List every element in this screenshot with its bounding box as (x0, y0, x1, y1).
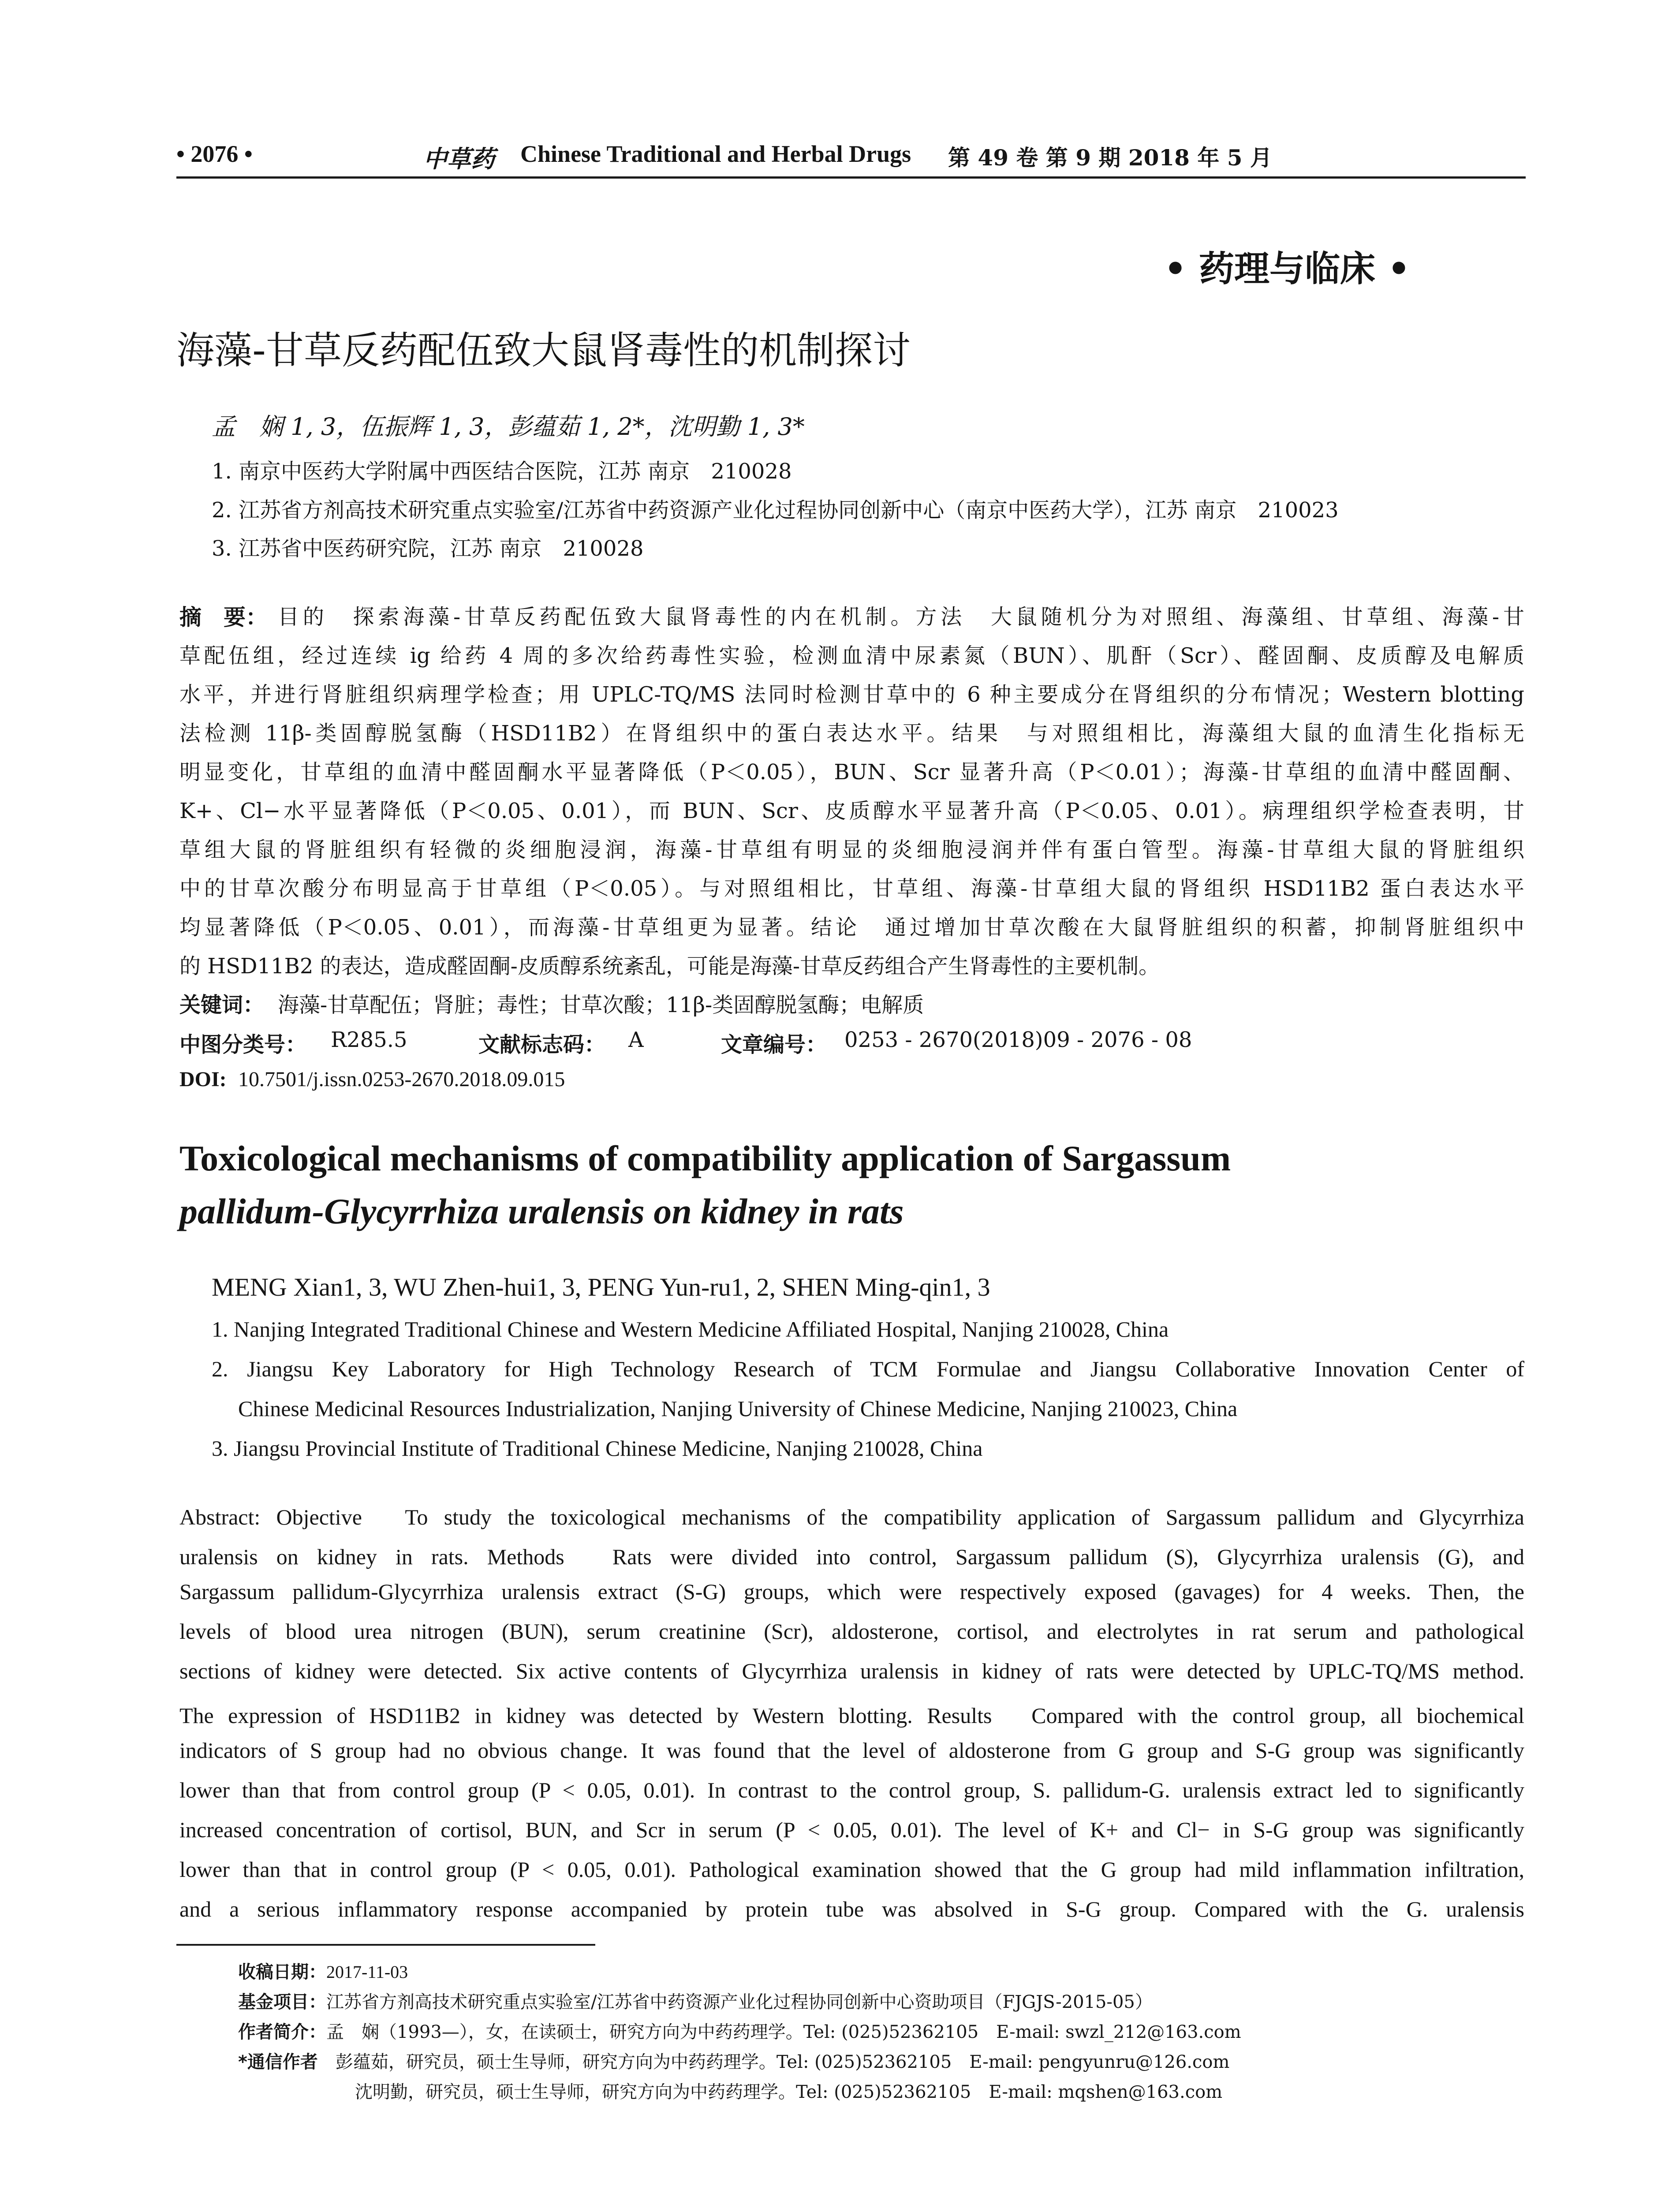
affiliation-en-3: 3. Jiangsu Provincial Institute of Traditional Chinese Medicine, Nanjing 210028, China (212, 1436, 983, 1461)
doi-value[interactable]: 10.7501/j.issn.0253-2670.2018.09.015 (238, 1068, 565, 1091)
corr-text-2: 沈明勤，研究员，硕士生导师，研究方向为中药药理学。Tel: (025)52362105 E-mail: mqshen@163.com (355, 2082, 1223, 2102)
corr-label: *通信作者 (238, 2052, 318, 2072)
abstract-cn-line: 目的 探索海藻-甘草反药配伍致大鼠肾毒性的内在机制。方法 大鼠随机分为对照组、海藻组、甘草组、海藻-甘 (278, 605, 1524, 629)
abstract-en-line: Abstract: Objective To study the toxicological mechanisms of the compatibility application of Sargassum pallidum and Glycyrrhiza (179, 1505, 1524, 1529)
abstract-en-line: uralensis on kidney in rats. Methods Rats were divided into control, Sargassum pallidum (S), Glycyrrhiza uralensis (G), and (179, 1544, 1524, 1569)
journal-name-cn: 中草药 (423, 145, 495, 173)
footnote-rule (176, 1944, 595, 1946)
abstract-en-line: indicators of S group had no obvious change. It was found that the level of aldosterone from G group and S-G group was significantly (179, 1738, 1524, 1763)
abstract-cn-line: 的 HSD11B2 的表达，造成醛固酮-皮质醇系统紊乱，可能是海藻-甘草反药组合产生肾毒性的主要机制。 (179, 954, 1160, 979)
abstract-en-line: Sargassum pallidum-Glycyrrhiza uralensis extract (S-G) groups, which were respectively exposed (gavages) for 4 weeks. Then, the (179, 1579, 1524, 1604)
abstract-en-line: increased concentration of cortisol, BUN, and Scr in serum (P < 0.05, 0.01). The level of K+ and Cl− in S-G group was significantly (179, 1817, 1524, 1842)
issue-info: 第 49 卷 第 9 期 2018 年 5 月 (948, 145, 1272, 171)
fund-label: 基金项目： (238, 1992, 326, 2012)
footnote-corresponding-2 (355, 2078, 1222, 2103)
article-no-label: 文章编号： (721, 1032, 827, 1057)
affiliation-cn-2: 2. 江苏省方剂高技术研究重点实验室/江苏省中药资源产业化过程协同创新中心（南京中医药大学），江苏 南京 210023 (212, 498, 1339, 523)
abstract-en-line: and a serious inflammatory response accompanied by protein tube was absolved in S-G group. Compared with the G. uralensis (179, 1897, 1524, 1921)
affiliation-en-1: 1. Nanjing Integrated Traditional Chinese and Western Medicine Affiliated Hospital, Nanjing 210028, China (212, 1317, 1169, 1342)
journal-name-en: Chinese Traditional and Herbal Drugs (520, 141, 911, 167)
abstract-en-line: The expression of HSD11B2 in kidney was detected by Western blotting. Results Compared with the control group, all biochemical (179, 1703, 1524, 1728)
received-date: 2017-11-03 (326, 1962, 408, 1982)
footnote-corresponding (238, 2048, 1229, 2073)
received-label: 收稿日期： (238, 1962, 326, 1982)
abstract-cn-line: 中的甘草次酸分布明显高于甘草组（P＜0.05）。与对照组相比，甘草组、海藻-甘草组大鼠的肾组织 HSD11B2 蛋白表达水平 (179, 876, 1524, 901)
article-title-en: Toxicological mechanisms of compatibility application of Sargassum (179, 1138, 1231, 1178)
article-no-value: 0253 - 2670(2018)09 - 2076 - 08 (844, 1028, 1192, 1052)
footnote-received (238, 1958, 408, 1983)
corr-text-1: 彭蕴茹，研究员，硕士生导师，研究方向为中药药理学。Tel: (025)52362105 E-mail: pengyunru@126.com (335, 2052, 1230, 2072)
abstract-en-line: levels of blood urea nitrogen (BUN), serum creatinine (Scr), aldosterone, cortisol, and electrolytes in rat serum and pathological (179, 1619, 1524, 1644)
abstract-cn-line: 均显著降低（P＜0.05、0.01），而海藻-甘草组更为显著。结论 通过增加甘草次酸在大鼠肾脏组织的积蓄，抑制肾脏组织中 (179, 915, 1524, 940)
abstract-en-line: sections of kidney were detected. Six active contents of Glycyrrhiza uralensis in kidney of rats were detected by UPLC-TQ/MS method. (179, 1659, 1524, 1683)
abstract-cn-line: 草配伍组，经过连续 ig 给药 4 周的多次给药毒性实验，检测血清中尿素氮（BUN）、肌酐（Scr）、醛固酮、皮质醇及电解质 (179, 643, 1524, 668)
abstract-cn-line: 明显变化，甘草组的血清中醛固酮水平显著降低（P＜0.05），BUN、Scr 显著升高（P＜0.01）；海藻-甘草组的血清中醛固酮、 (179, 760, 1524, 785)
doc-code-label: 文献标志码： (478, 1032, 606, 1057)
article-title-cn: 海藻-甘草反药配伍致大鼠肾毒性的机制探讨 (176, 329, 911, 373)
bio-text: 孟 娴（1993—），女，在读硕士，研究方向为中药药理学。Tel: (025)52362105 E-mail: swzl_212@163.com (326, 2022, 1241, 2042)
abstract-cn-line: 草组大鼠的肾脏组织有轻微的炎细胞浸润，海藻-甘草组有明显的炎细胞浸润并伴有蛋白管型。海藻-甘草组大鼠的肾脏组织 (179, 837, 1524, 862)
doi-label: DOI: (179, 1068, 227, 1091)
abstract-cn-line: 法检测 11β-类固醇脱氢酶（HSD11B2）在肾组织中的蛋白表达水平。结果 与对照组相比，海藻组大鼠的血清生化指标无 (179, 721, 1524, 746)
abstract-cn-line: K+、Cl−水平显著降低（P＜0.05、0.01），而 BUN、Scr、皮质醇水平显著升高（P＜0.05、0.01）。病理组织学检查表明，甘 (179, 799, 1524, 823)
authors-cn: 孟 娴 1, 3，伍振辉 1, 3，彭蕴茹 1, 2*，沈明勤 1, 3* (212, 413, 805, 441)
doc-code-value: A (628, 1028, 644, 1052)
section-heading: • 药理与临床 • (1164, 248, 1410, 289)
header-rule (176, 176, 1526, 179)
page-number: • 2076 • (176, 141, 253, 167)
article-title-en-line2 (179, 1191, 904, 1232)
abstract-en-line: lower than that from control group (P < 0.05, 0.01). In contrast to the control group, S. pallidum-G. uralensis extract led to significantly (179, 1778, 1524, 1802)
abstract-label-cn: 摘 要： (179, 605, 268, 630)
abstract-en-line: lower than that in control group (P < 0.05, 0.01). Pathological examination showed that the G group had mild inflammation infiltration, (179, 1857, 1524, 1882)
affiliation-cn-3: 3. 江苏省中医药研究院，江苏 南京 210028 (212, 536, 644, 561)
fund-text: 江苏省方剂高技术研究重点实验室/江苏省中药资源产业化过程协同创新中心资助项目（FJGJS-2015-05） (326, 1992, 1153, 2012)
bio-label: 作者简介： (238, 2022, 326, 2042)
keywords-label-cn: 关键词： (179, 993, 265, 1017)
keywords-cn: 海藻-甘草配伍；肾脏；毒性；甘草次酸；11β-类固醇脱氢酶；电解质 (278, 993, 924, 1017)
affiliation-en-2: 2. Jiangsu Key Laboratory for High Technology Research of TCM Formulae and Jiangsu Collaborative Innovation Center of (212, 1357, 1524, 1381)
article-title-en-line1 (179, 1138, 1231, 1179)
affiliation-cn-1: 1. 南京中医药大学附属中西医结合医院，江苏 南京 210028 (212, 459, 792, 484)
abstract-cn-line: 水平，并进行肾脏组织病理学检查；用 UPLC-TQ/MS 法同时检测甘草中的 6 种主要成分在肾组织的分布情况；Western blotting (179, 682, 1524, 707)
authors-en: MENG Xian1, 3, WU Zhen-hui1, 3, PENG Yun-ru1, 2, SHEN Ming-qin1, 3 (212, 1273, 990, 1301)
article-title-en: pallidum-Glycyrrhiza uralensis on kidney in rats (179, 1191, 904, 1231)
clc-value: R285.5 (331, 1028, 407, 1052)
affiliation-en-2-cont: Chinese Medicinal Resources Industrialization, Nanjing University of Chinese Medicine, Nanjing 210023, China (238, 1396, 1238, 1421)
footnote-fund (238, 1988, 1153, 2013)
clc-label: 中图分类号： (179, 1032, 307, 1057)
footnote-bio (238, 2018, 1241, 2043)
